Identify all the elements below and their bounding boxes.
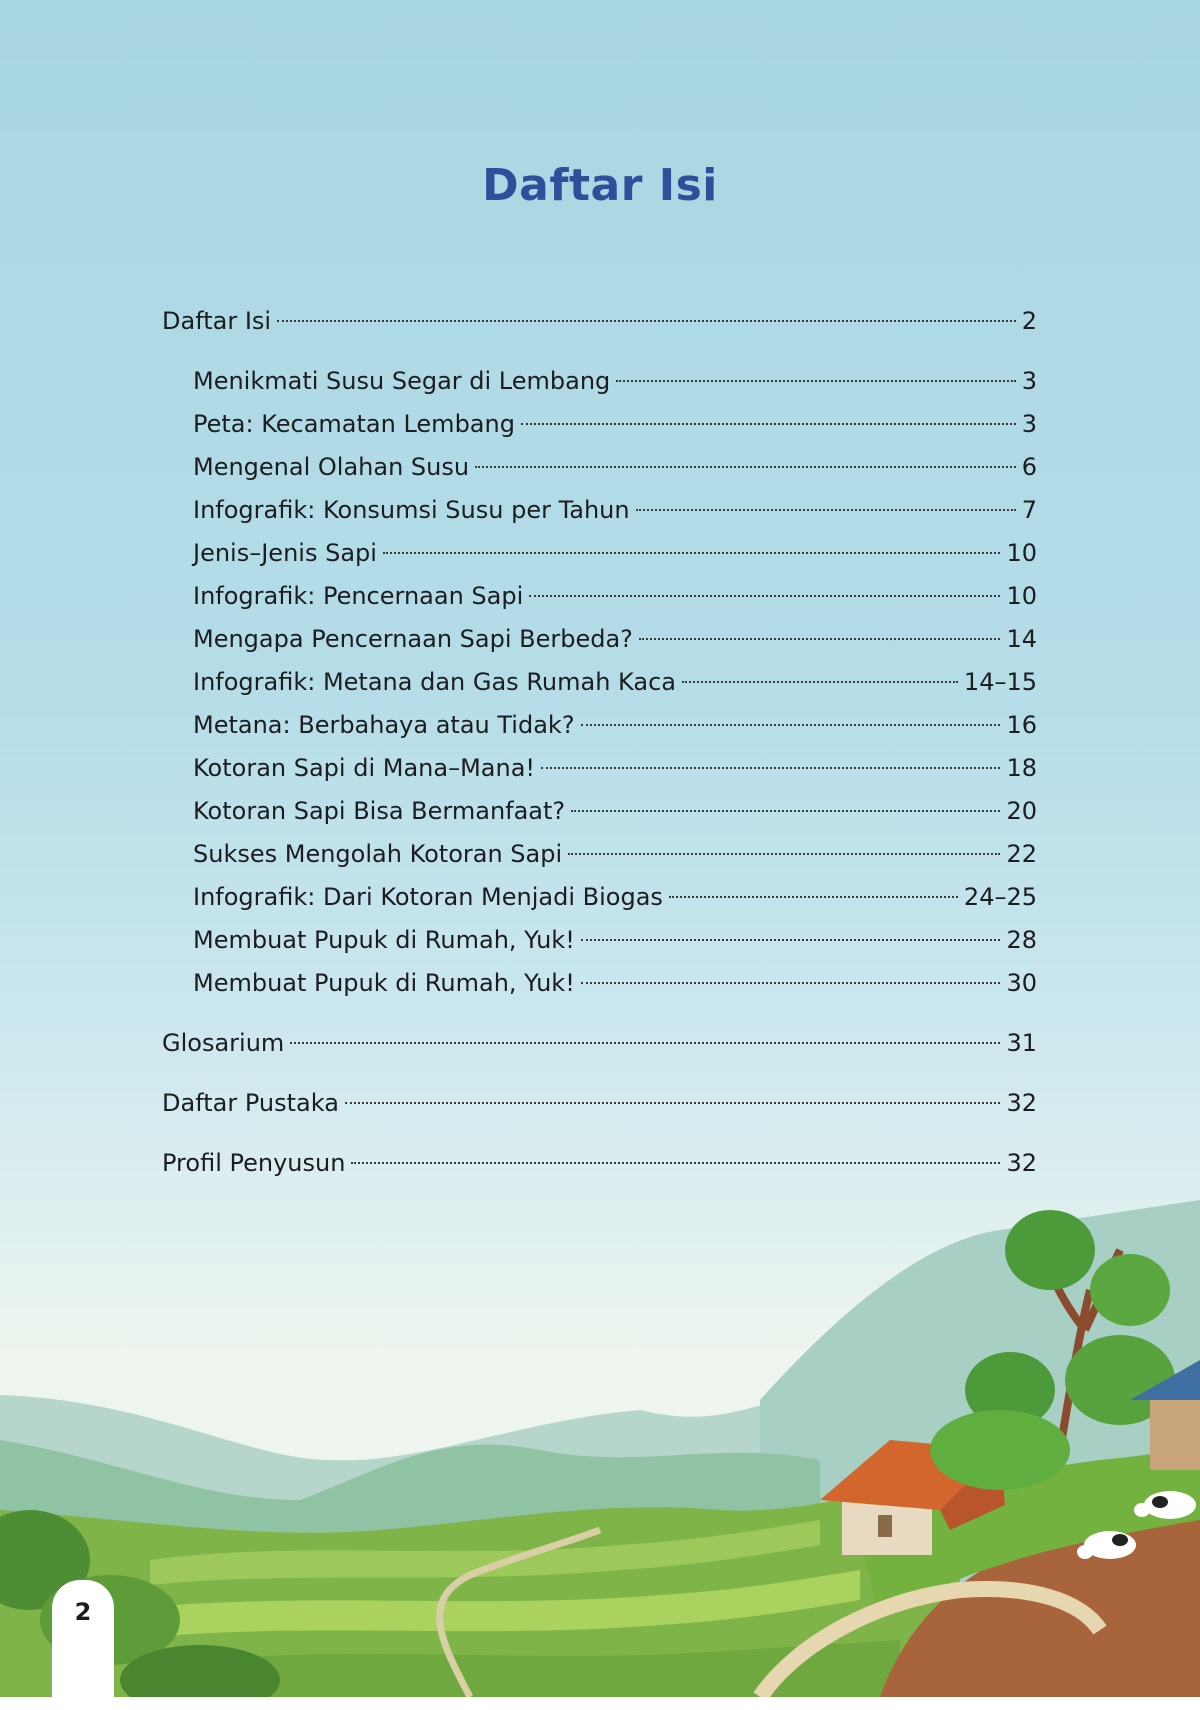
toc-subentry[interactable] xyxy=(162,360,1037,403)
toc-entry-page: 20 xyxy=(1006,797,1037,825)
dot-leader xyxy=(345,1102,1001,1104)
toc-entry-page: 10 xyxy=(1006,582,1037,610)
dot-leader xyxy=(639,638,1001,640)
toc-subentry[interactable] xyxy=(162,876,1037,919)
toc-subentry[interactable] xyxy=(162,618,1037,661)
dot-leader xyxy=(571,810,1000,812)
bush xyxy=(930,1410,1070,1490)
tree-canopy-1 xyxy=(1005,1210,1095,1290)
dot-leader xyxy=(521,423,1016,425)
tree-canopy-2 xyxy=(1090,1254,1170,1326)
toc-subentry[interactable] xyxy=(162,919,1037,962)
dot-leader xyxy=(581,939,1001,941)
toc-subentry[interactable] xyxy=(162,747,1037,790)
dot-leader xyxy=(682,681,958,683)
toc-entry-label: Daftar Isi xyxy=(162,307,272,335)
toc-entry-label: Membuat Pupuk di Rumah, Yuk! xyxy=(193,926,575,954)
toc-entry-glosarium[interactable] xyxy=(162,1022,1037,1065)
dot-leader xyxy=(475,466,1016,468)
toc-subentry[interactable] xyxy=(162,532,1037,575)
dot-leader xyxy=(581,724,1001,726)
toc-subentry[interactable] xyxy=(162,446,1037,489)
toc-entry-page: 7 xyxy=(1021,496,1037,524)
dot-leader xyxy=(529,595,1000,597)
hut-frame xyxy=(1150,1400,1200,1470)
toc-entry-page: 22 xyxy=(1006,840,1037,868)
toc-subentry[interactable] xyxy=(162,403,1037,446)
dot-leader xyxy=(290,1042,1000,1044)
toc-subentry[interactable] xyxy=(162,661,1037,704)
page-title: Daftar Isi xyxy=(482,160,718,211)
toc-entry-page: 28 xyxy=(1006,926,1037,954)
toc-entry-label: Membuat Pupuk di Rumah, Yuk! xyxy=(193,969,575,997)
toc-entry-label: Kotoran Sapi Bisa Bermanfaat? xyxy=(193,797,566,825)
toc-entry-label: Infografik: Dari Kotoran Menjadi Biogas xyxy=(193,883,663,911)
toc-entry-page: 24–25 xyxy=(963,883,1037,911)
toc-subentry[interactable] xyxy=(162,962,1037,1005)
toc-entry-label: Metana: Berbahaya atau Tidak? xyxy=(193,711,575,739)
toc-entry-label: Mengenal Olahan Susu xyxy=(193,453,470,481)
toc-subentry[interactable] xyxy=(162,790,1037,833)
page-number: 2 xyxy=(74,1598,92,1626)
toc-entry-page: 18 xyxy=(1006,754,1037,782)
toc-entry-label: Mengapa Pencernaan Sapi Berbeda? xyxy=(193,625,633,653)
toc-entry-daftar-pustaka[interactable] xyxy=(162,1082,1037,1125)
table-of-contents xyxy=(162,300,1037,1185)
toc-subentry[interactable] xyxy=(162,833,1037,876)
dot-leader xyxy=(581,982,1001,984)
dot-leader xyxy=(383,552,1001,554)
toc-entry-page: 14 xyxy=(1006,625,1037,653)
toc-entry-page: 10 xyxy=(1006,539,1037,567)
toc-entry-page: 32 xyxy=(1006,1149,1037,1177)
dot-leader xyxy=(669,896,958,898)
toc-entry-page: 16 xyxy=(1006,711,1037,739)
toc-subentry[interactable] xyxy=(162,575,1037,618)
dot-leader xyxy=(541,767,1000,769)
toc-entry-label: Glosarium xyxy=(162,1029,285,1057)
toc-entry-page: 14–15 xyxy=(963,668,1037,696)
toc-entry-label: Infografik: Konsumsi Susu per Tahun xyxy=(193,496,630,524)
landscape-illustration xyxy=(0,1160,1200,1697)
toc-entry-label: Peta: Kecamatan Lembang xyxy=(193,410,515,438)
toc-entry-label: Infografik: Pencernaan Sapi xyxy=(193,582,524,610)
toc-subentry[interactable] xyxy=(162,704,1037,747)
toc-entry-label: Menikmati Susu Segar di Lembang xyxy=(193,367,611,395)
toc-entry-page: 2 xyxy=(1021,307,1037,335)
toc-entry-page: 3 xyxy=(1021,410,1037,438)
toc-entry-daftar-isi[interactable] xyxy=(162,300,1037,343)
farmhouse-door xyxy=(878,1515,892,1537)
toc-entry-page: 3 xyxy=(1021,367,1037,395)
toc-entry-label: Daftar Pustaka xyxy=(162,1089,339,1117)
dot-leader xyxy=(277,320,1016,322)
toc-entry-page: 30 xyxy=(1006,969,1037,997)
toc-entry-label: Kotoran Sapi di Mana–Mana! xyxy=(193,754,536,782)
toc-entry-page: 32 xyxy=(1006,1089,1037,1117)
dot-leader xyxy=(636,509,1016,511)
toc-entry-label: Sukses Mengolah Kotoran Sapi xyxy=(193,840,563,868)
toc-entry-page: 31 xyxy=(1006,1029,1037,1057)
toc-entry-page: 6 xyxy=(1021,453,1037,481)
toc-entry-label: Jenis–Jenis Sapi xyxy=(193,539,377,567)
dot-leader xyxy=(616,380,1015,382)
toc-subentry[interactable] xyxy=(162,489,1037,532)
dot-leader xyxy=(568,853,1000,855)
toc-entry-label: Profil Penyusun xyxy=(162,1149,346,1177)
toc-entry-label: Infografik: Metana dan Gas Rumah Kaca xyxy=(193,668,676,696)
